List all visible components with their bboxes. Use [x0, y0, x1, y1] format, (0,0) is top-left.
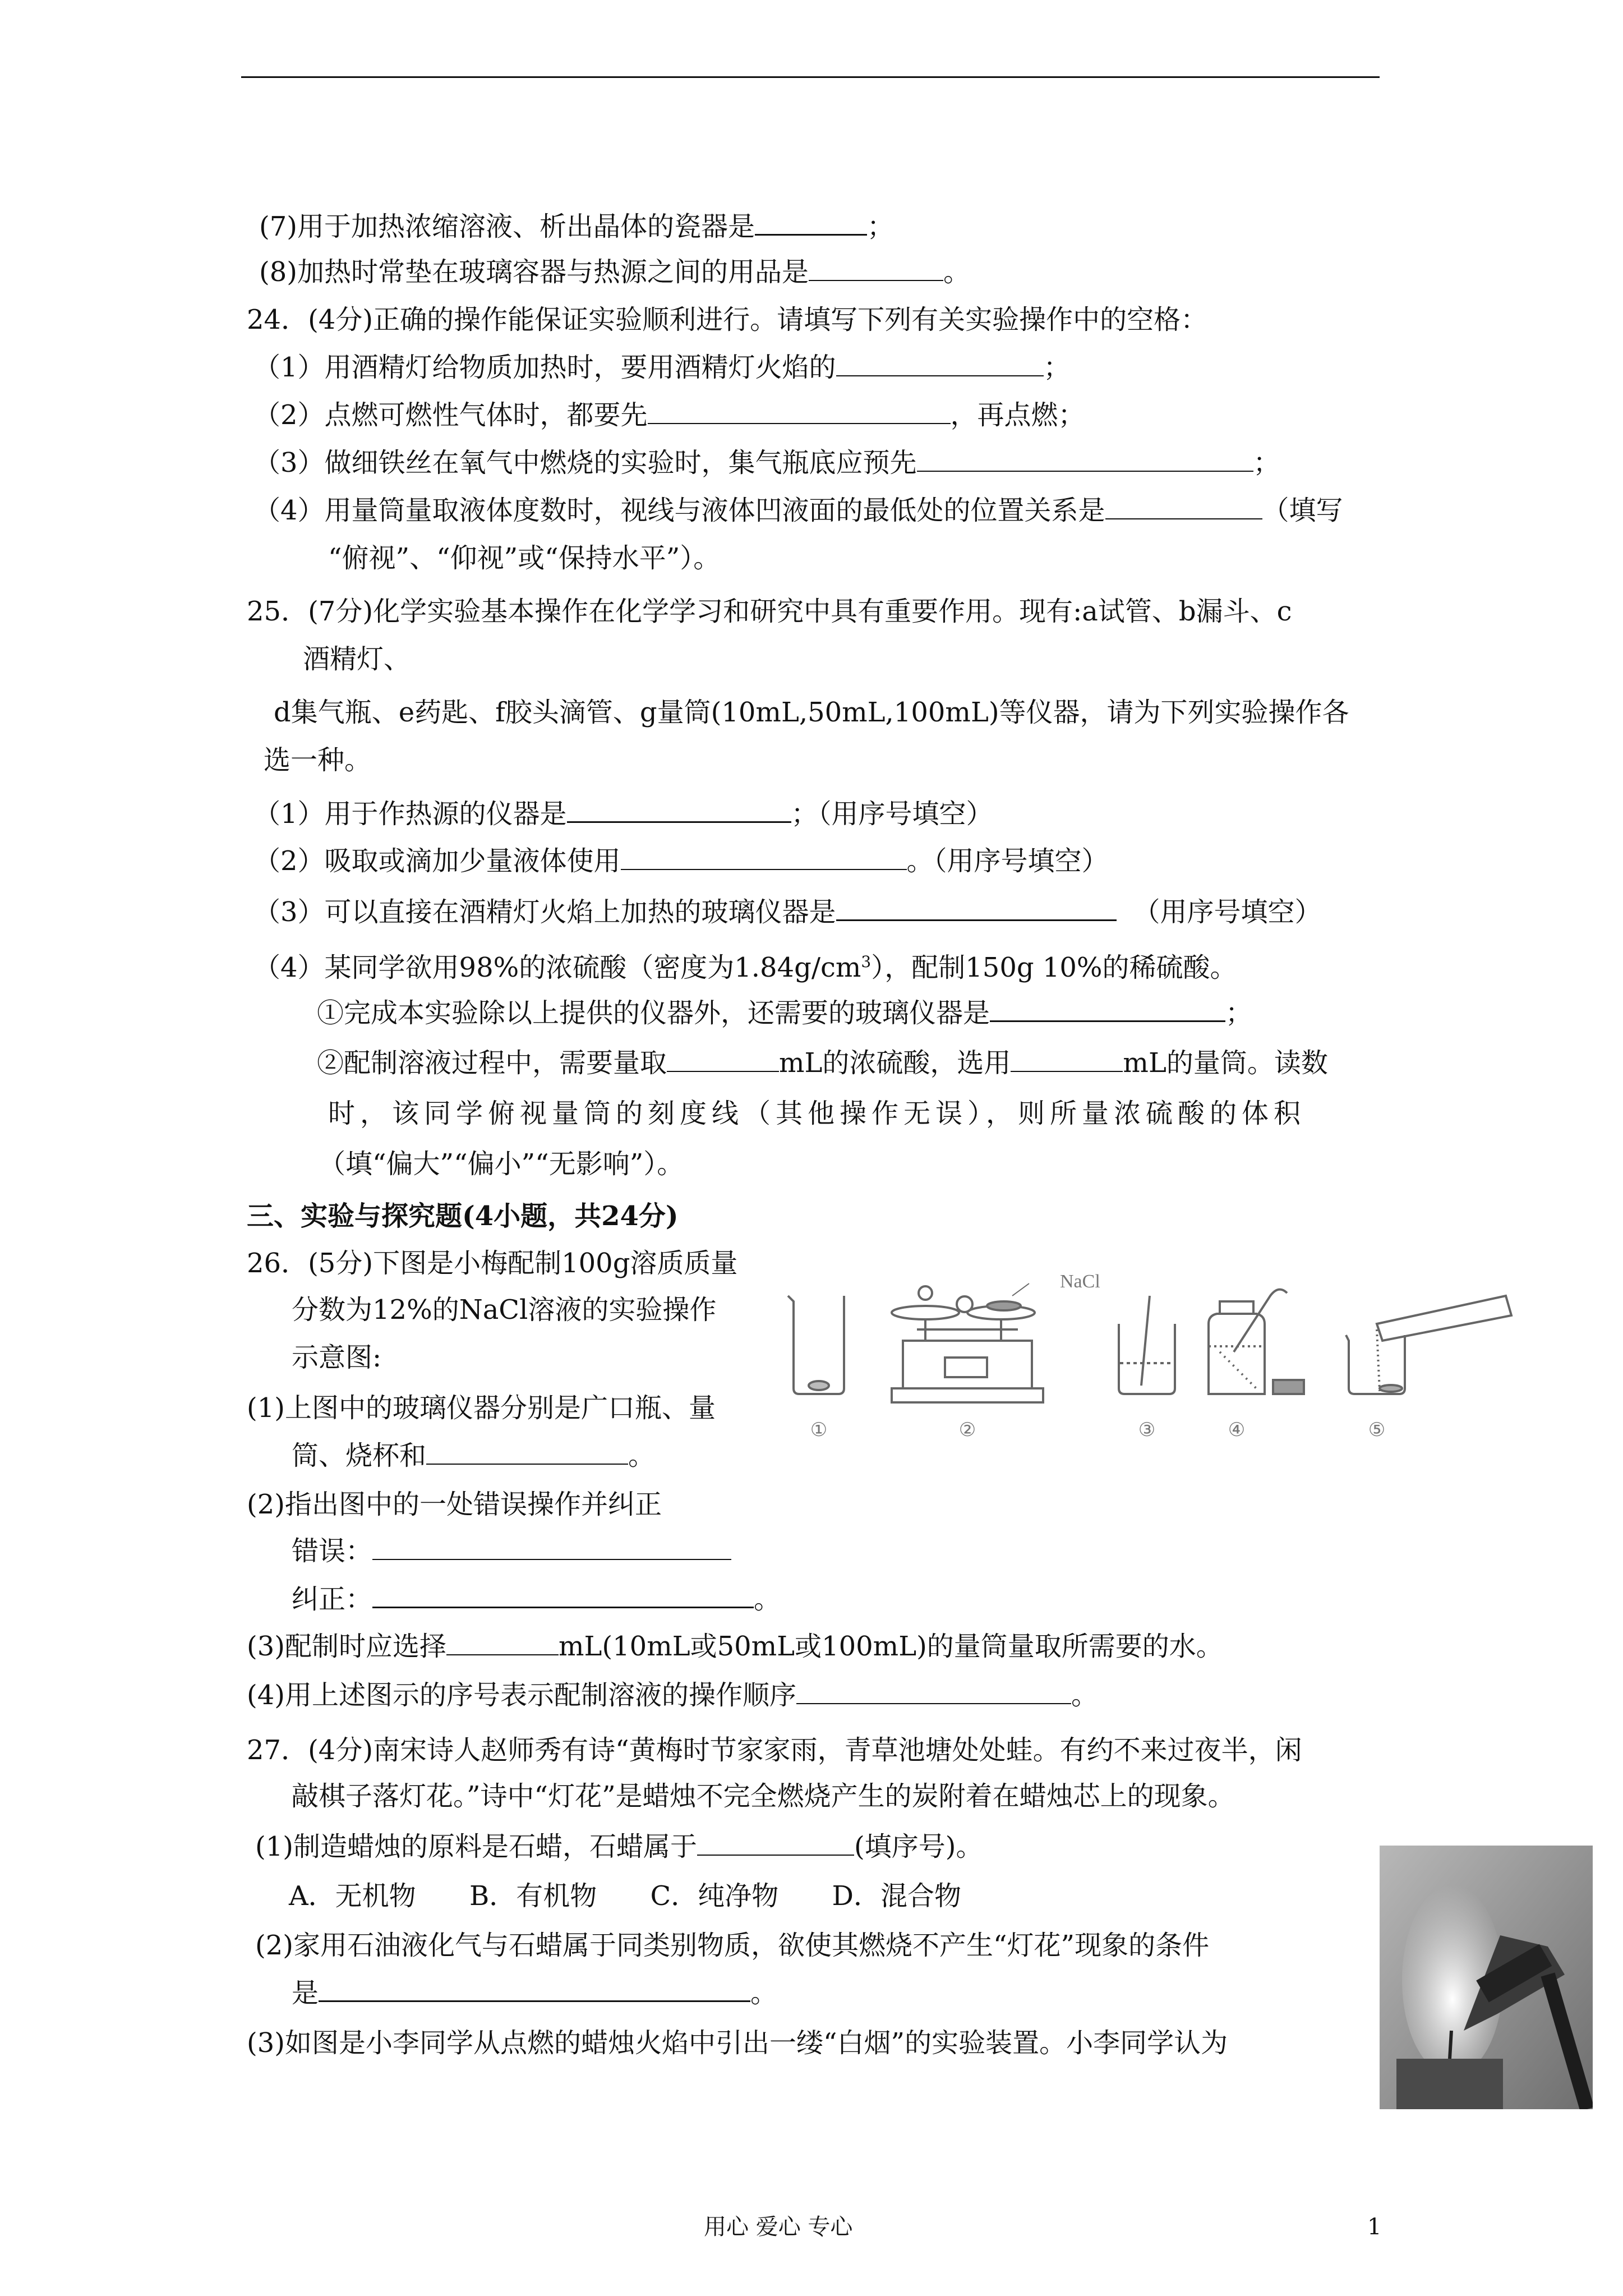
- header-rule: [241, 76, 1380, 78]
- q25-heading-2: 酒精灯、: [303, 643, 411, 675]
- q26-line4: (4)用上述图示的序号表示配制溶液的操作顺序 。: [247, 1680, 1099, 1711]
- answer-blank[interactable]: [917, 446, 1253, 472]
- section3-title: 三、实验与探究题(4小题，共24分): [247, 1200, 679, 1232]
- q24-line3: （3）做细铁丝在氧气中燃烧的实验时，集气瓶底应预先 ；: [253, 447, 1280, 478]
- q25-heading-3: d集气瓶、e药匙、f胶头滴管、g量筒(10mL,50mL,100mL)等仪器，请为下列实验操作各: [274, 697, 1349, 728]
- q23-line8: (8)加热时常垫在玻璃容器与热源之间的用品是 。: [259, 256, 971, 288]
- q24-line2: （2）点燃可燃性气体时，都要先 ，再点燃；: [253, 399, 1085, 431]
- answer-blank[interactable]: [796, 1678, 1071, 1704]
- q26-heading-3: 示意图:: [292, 1342, 382, 1373]
- q26-line1: (1)上图中的玻璃仪器分别是广口瓶、量: [247, 1392, 716, 1424]
- q27-line3: (3)如图是小李同学从点燃的蜡烛火焰中引出一缕“白烟”的实验装置。小李同学认为: [247, 2027, 1228, 2059]
- q25-sub1: ①完成本实验除以上提供的仪器外，还需要的玻璃仪器是 ；: [317, 996, 1252, 1030]
- q25-heading-4: 选一种。: [264, 744, 372, 776]
- page-number: 1: [1367, 2214, 1382, 2240]
- q27-heading-2: 敲棋子落灯花。”诗中“灯花”是蜡烛不完全燃烧产生的炭附着在蜡烛芯上的现象。: [292, 1780, 1235, 1812]
- answer-blank[interactable]: [446, 1630, 559, 1655]
- graduated-cylinder-icon: [1346, 1296, 1511, 1394]
- answer-blank[interactable]: [426, 1439, 628, 1465]
- q26-line2: (2)指出图中的一处错误操作并纠正: [247, 1489, 662, 1520]
- answer-blank[interactable]: [836, 895, 1117, 921]
- stirring-rod-icon: [1119, 1296, 1175, 1394]
- q26-line1-cont: 筒、烧杯和 。: [292, 1440, 656, 1471]
- q27-line1: (1)制造蜡烛的原料是石蜡，石蜡属于 (填序号)。: [255, 1831, 983, 1862]
- answer-blank[interactable]: [990, 996, 1225, 1022]
- figure-label: ⑤: [1368, 1419, 1386, 1441]
- answer-blank[interactable]: [1011, 1046, 1123, 1072]
- answer-blank[interactable]: [836, 351, 1044, 376]
- footer-motto: 用心 爱心 专心: [704, 2214, 853, 2240]
- solution-preparation-figure: [777, 1262, 1584, 1464]
- nacl-label: NaCl: [1060, 1271, 1100, 1292]
- q23-line7: (7)用于加热浓缩溶液、析出晶体的瓷器是 ；: [259, 209, 894, 243]
- q24-heading: 24．(4分)正确的操作能保证实验顺利进行。请填写下列有关实验操作中的空格：: [247, 304, 1208, 335]
- answer-blank[interactable]: [697, 1830, 854, 1856]
- answer-blank[interactable]: [567, 797, 791, 823]
- q26-error-line: 错误：: [292, 1534, 731, 1568]
- q25-sub2: ②配制溶液过程中，需要量取 mL的浓硫酸，选用 mL的量筒。读数: [317, 1047, 1328, 1079]
- q24-line4: （4）用量筒量取液体度数时，视线与液体凹液面的最低处的位置关系是 （填写: [253, 495, 1343, 526]
- candle-photo: [1380, 1846, 1593, 2109]
- q24-line4-cont: “俯视”、“仰视”或“保持水平”）。: [328, 542, 721, 574]
- figure-label: ①: [810, 1419, 828, 1441]
- reagent-jar-icon: [1209, 1290, 1304, 1394]
- figure-label: ④: [1228, 1419, 1246, 1441]
- q26-heading: 26．(5分)下图是小梅配制100g溶质质量: [247, 1248, 738, 1279]
- q26-heading-2: 分数为12%的NaCl溶液的实验操作: [292, 1294, 717, 1326]
- answer-blank[interactable]: [621, 844, 907, 870]
- balance-icon: [892, 1283, 1043, 1402]
- q25-line4: （4）某同学欲用98%的浓硫酸（密度为$1.84g/cm^3$），配制150g 10%的稀硫酸。: [253, 952, 1237, 983]
- answer-blank[interactable]: [372, 1582, 754, 1608]
- answer-blank[interactable]: [372, 1534, 731, 1560]
- answer-blank[interactable]: [648, 398, 951, 424]
- figure-label: ③: [1138, 1419, 1156, 1441]
- q25-sub2-end: （填“偏大”“偏小”“无影响”）。: [319, 1148, 684, 1180]
- q27-line2: (2)家用石油液化气与石蜡属于同类别物质，欲使其燃烧不产生“灯花”现象的条件: [255, 1930, 1210, 1961]
- beaker-icon: [788, 1296, 844, 1394]
- q25-line1: （1）用于作热源的仪器是 ；（用序号填空）: [253, 797, 993, 831]
- figure-label: ②: [958, 1419, 976, 1441]
- q25-heading: 25．(7分)化学实验基本操作在化学学习和研究中具有重要作用。现有:a试管、b漏斗、c: [247, 596, 1292, 627]
- q27-line2-cont: 是 。: [292, 1976, 777, 2010]
- q26-line3: (3)配制时应选择 mL(10mL或50mL或100mL)的量筒量取所需要的水。: [247, 1631, 1223, 1662]
- q25-line3: （3）可以直接在酒精灯火焰上加热的玻璃仪器是 （用序号填空）: [253, 895, 1322, 929]
- answer-blank[interactable]: [667, 1046, 779, 1072]
- q25-sub2-cont: 时，该同学俯视量筒的刻度线（其他操作无误），则所量浓硫酸的体积: [328, 1098, 1306, 1129]
- answer-blank[interactable]: [319, 1976, 750, 2002]
- answer-blank[interactable]: [809, 255, 943, 281]
- q25-line2: （2）吸取或滴加少量液体使用 。（用序号填空）: [253, 845, 1109, 877]
- q27-options: A．无机物 B．有机物 C．纯净物 D．混合物: [289, 1880, 961, 1912]
- answer-blank[interactable]: [1105, 494, 1262, 519]
- q27-heading: 27．(4分)南宋诗人赵师秀有诗“黄梅时节家家雨，青草池塘处处蛙。有约不来过夜半，闲: [247, 1734, 1302, 1766]
- answer-blank[interactable]: [755, 209, 867, 236]
- q26-fix-line: 纠正： 。: [292, 1582, 781, 1616]
- q24-line1: （1）用酒精灯给物质加热时，要用酒精灯火焰的 ；: [253, 352, 1071, 383]
